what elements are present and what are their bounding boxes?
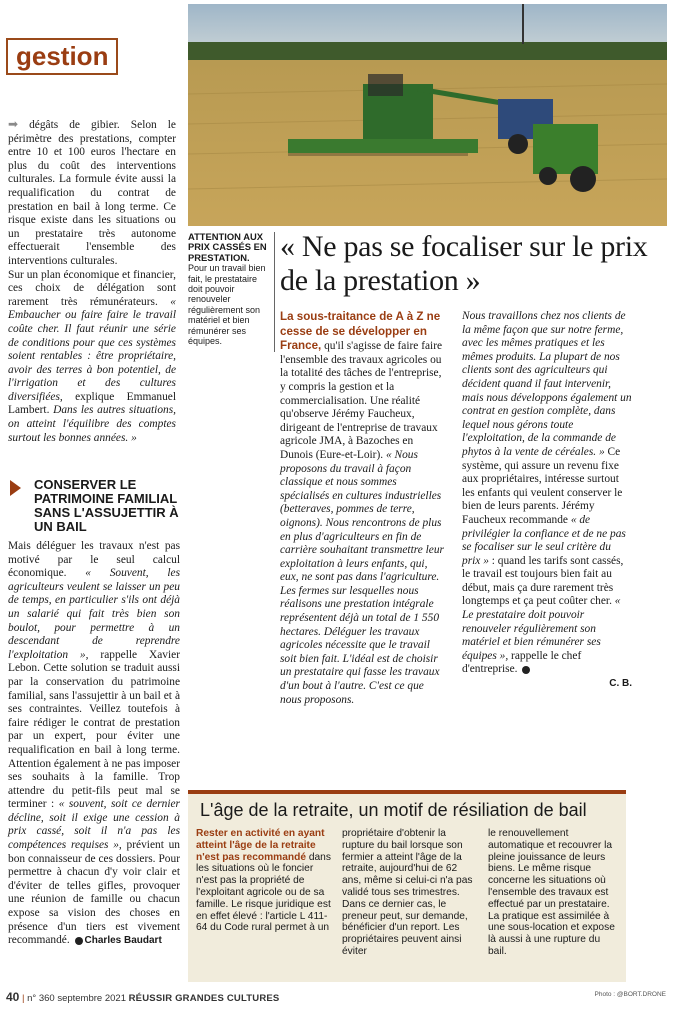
harvest-photo [188,4,667,226]
box-title: L'âge de la retraite, un motif de résiliation de bail [200,800,587,820]
subheading [12,478,180,534]
caption-divider [274,232,275,352]
footer-separator: | [22,993,25,1004]
page-number: 40 [6,990,20,1004]
col1b-text-2: rappelle Xavier Lebon. Cette solution se traduit aussi par la conservation du patrimoine familial, sans l'assujettir à un bail et à ses contraintes. Veillez toutefois à faire rédiger le contrat de prestation par un expert, pour éviter une requalification en bail à long terme. Attention également à ne pas imposer ses souhaits à la famille. Trop attendre du petit-fils peut mal se terminer : [8,648,180,811]
box-column-3-text: le renouvellement automatique et recouvrer la pleine jouissance de leurs biens. Le même risque concerne les situations où l'ensemble des travaux est effectué par un prestataire. La pratique est assimilée à une sous-location et expose là aussi à une rupture du bail. [488,828,615,957]
box-lead: Rester en activité en ayant atteint l'âge de la retraite n'est pas recommandé [196,828,325,863]
magazine-logo-icon [75,937,83,945]
box-column-1-text: dans les situations où le foncier n'est pas la propriété de l'exploitant agricole ou de sa famille. Le risque juridique est en effet élevé : l'article L 411-64 du Code rural permet à un [196,851,331,934]
caption-heading: ATTENTION AUX PRIX CASSÉS EN PRESTATION. [188,231,267,263]
photo-credit: Photo : @BORT.DRONE [594,991,666,998]
col1-attribution: explique Emmanuel Lambert. [8,390,176,417]
column-3-text [462,310,632,691]
box-column-2-text: propriétaire d'obtenir la rupture du bail lorsque son fermier a atteint l'âge de la retraite, aujourd'hui de 62 ans, même si celui-ci n'a pas validé tous ses trimestres. Dans ce dernier cas, le preneur peut, sur demande, bénéficier d'un report. Les propriétaires peuvent ainsi éviter [342,828,473,957]
col3-text-1: Ce système, qui assure un revenu fixe aux propriétaires, intéresse surtout les enfants qui veulent conserver le bien de leurs parents. Jérémy Faucheux recommande [462,445,623,526]
col3-quote-3: « Le prestataire doit pouvoir renouveler régulièrement son matériel et bien rémunérer ses équipes », [462,595,621,662]
col3-quote-2: « de privilégier la confiance et de ne pas se focaliser sur le seul critère du prix » [462,513,626,567]
col1b-quote-1: « Souvent, les agriculteurs veulent se laisser un peu de temps, en particulier s'ils ont déjà un salarié qui fait très bien son boulot, pour permettre à un descendant de reprendre l'exploitation », [8,567,180,661]
col3-text-2: : quand les tarifs sont cassés, le travail est toujours bien fait au début, mais ça dure rarement très longtemps et ça peut coûter cher. [462,554,624,608]
column-1b-text [8,540,180,948]
box-column-3 [488,828,620,958]
column-2-text [280,310,448,707]
col1-quote-2: Dans les autres situations, on atteint l'équilibre des comptes surtout les bonnes années. » [8,404,177,444]
box-column-2 [342,828,477,958]
article-lead: La sous-traitance de A à Z ne cesse de se développer en France, [280,310,441,353]
col2-quote-1: « Nous proposons du travail à façon classique et nous sommes spécialisés en cultures industrielles (betteraves, pommes de terre, oignons). Nous rencontrons de plus en plus d'agriculteurs en fin de carrière souhaitant transmettre leur exploitation à leurs enfants, qui, eux, ne sont pas dans l'agriculture. Les fermes sur lesquelles nous réalisons une prestation intégrale représentent déjà un total de 1 550 hectares. Déléguer les travaux agricoles nécessite que le travail soit bien fait. L'idéal est de choisir un prestataire qui fasse les travaux d'un bout à l'autre. C'est ce que nous proposons. [280,448,444,706]
col1-paragraph-1: dégâts de gibier. Selon le périmètre des prestations, compter entre 10 et 100 euros l'hectare en plus du coût des interventions culturales. La formule évite aussi la requalification du contrat de prestation en bail à long terme. Ce risque existe dans les situations ou un prestataire très autonome effectuerait l'ensemble des interventions culturales. [8,119,176,267]
issue-info: n° 360 septembre 2021 [27,993,126,1004]
col1-paragraph-2: Sur un plan économique et financier, ces choix de délégation sont rarement très rémunérateurs. [8,268,176,308]
section-tag: gestion [6,38,118,75]
author-signature: Charles Baudart [73,935,162,946]
continuation-arrow-icon: ➡ [8,117,19,131]
col3-text-3: rappelle le chef d'entreprise. [462,649,582,676]
box-column-1 [196,828,332,934]
photo-caption [188,232,270,346]
caption-body: Pour un travail bien fait, le prestataire doit pouvoir renouveler régulièrement son matériel et bien rémunérer ses équipes. [188,263,266,347]
col1b-text-1: Mais déléguer les travaux n'est pas motivé par le seul calcul économique. [8,540,180,580]
end-logo-icon [522,666,530,674]
article-headline: « Ne pas se focaliser sur le prix de la prestation » [280,230,648,297]
col1b-text-3: prévient un bon connaisseur de ces dossiers. Pour permettre à chacun d'y voir clair et d'éviter de telles gifles, provoquer une réunion de famille ou chacun expose sa vision des choses en présence d'un tiers est vivement recommandé. [8,839,180,947]
magazine-name: RÉUSSIR GRANDES CULTURES [128,993,280,1004]
author-initials: C. B. [609,678,632,690]
col1b-quote-2: « souvent, soit ce dernier décline, soit il exige une cession à prix cassé, soit il n'a pas les compétences requises », [8,798,180,852]
col1-quote-1: « Embaucher ou faire faire le travail coûte cher. Il faut réunir une série de conditions pour que ces systèmes soient rentables : être propriétaire, avoir des terres à bon potentiel, de l'irrigation et des cultures diversifiées, [8,295,176,403]
page-footer [6,990,666,1004]
column-1-text [8,118,176,445]
col3-quote-1: Nous travaillons chez nos clients de la même façon que sur notre ferme, avec les mêmes pratiques et les mêmes produits. La plupart de nos clients sont des agriculteurs qui décident quand il faut intervenir, mais nous développons également un contrat en gestion complète, dans lequel nous gérons toute l'exploitation, de la commande de phytos à la vente de céréales. » [462,310,632,458]
col2-text-1: qu'il s'agisse de faire faire l'ensemble des travaux agricoles ou la totalité des tâches de l'entreprise, y compris la gestion et la commercialisation. Une réalité qu'observe Jérémy Faucheux, dirigeant de l'entreprise de travaux agricole JMA, à Bazoches en Dunois (Eure-et-Loir). [280,340,443,461]
subheading-text: CONSERVER LE PATRIMOINE FAMILIAL SANS L'ASSUJETTIR À UN BAIL [34,477,179,534]
triangle-bullet-icon [10,480,21,496]
